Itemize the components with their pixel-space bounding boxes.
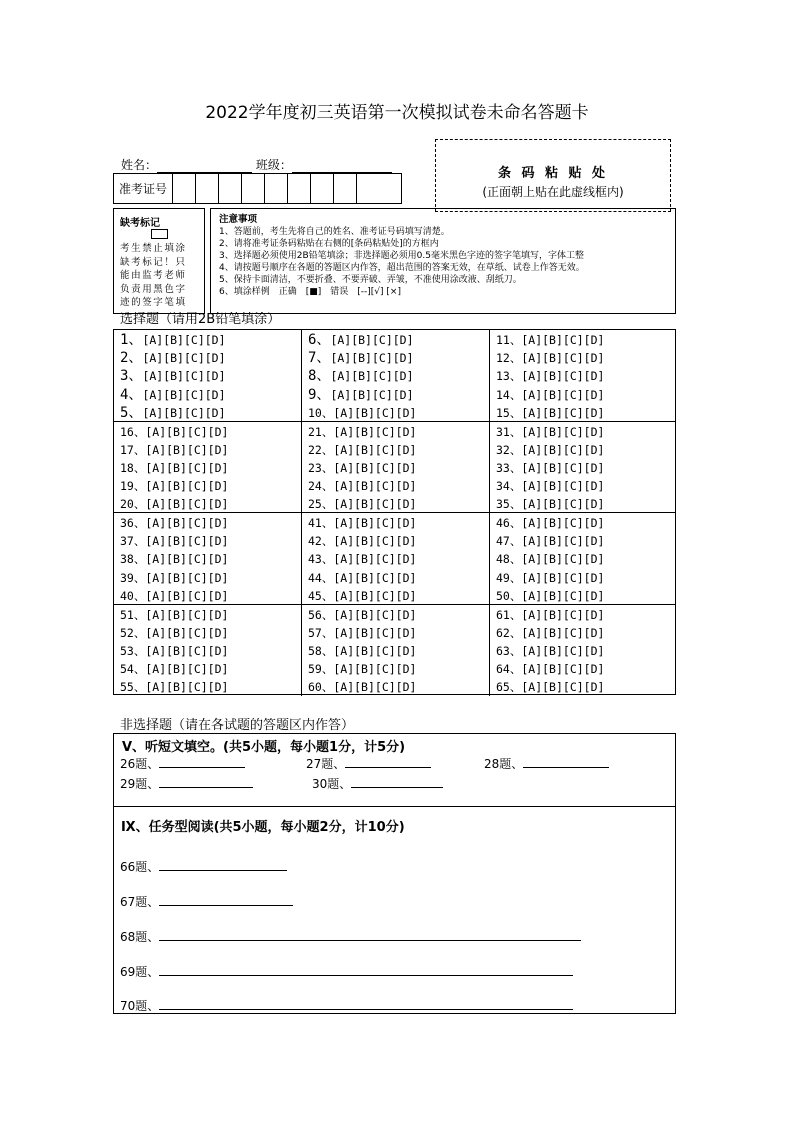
exam-id-cell[interactable] (265, 174, 288, 203)
answer-options[interactable]: [A][B][C][D] (142, 333, 226, 347)
mcq-question (496, 331, 677, 349)
class-field[interactable] (292, 159, 392, 173)
question-number: 55、 (120, 680, 146, 695)
mcq-column (490, 422, 677, 513)
question-number: 53、 (120, 643, 146, 658)
answer-options[interactable]: [A][B][C][D] (521, 369, 605, 384)
question-number: 48、 (496, 552, 522, 567)
answer-options[interactable]: [A][B][C][D] (142, 351, 226, 366)
mcq-column (490, 513, 677, 604)
mcq-question (120, 569, 301, 587)
question-number: 5、 (120, 404, 143, 421)
q28-row (484, 755, 609, 772)
answer-options[interactable]: [A][B][C][D] (145, 552, 229, 567)
mcq-column (114, 330, 302, 421)
q67-label: 67题、 (120, 895, 160, 909)
exam-id-cell[interactable] (311, 174, 334, 203)
q30-answer-line[interactable] (351, 777, 443, 788)
mcq-column (490, 605, 677, 697)
answer-options[interactable]: [A][B][C][D] (142, 405, 226, 420)
barcode-title: 条 码 粘 贴 处 (497, 166, 609, 181)
q29-label: 29题、 (120, 777, 160, 791)
mcq-question (120, 624, 301, 642)
exam-id-cell[interactable] (288, 174, 311, 203)
question-number: 32、 (496, 442, 522, 457)
mcq-question (120, 477, 301, 495)
answer-options[interactable]: [A][B][C][D] (333, 662, 417, 677)
mcq-question (308, 678, 489, 696)
question-number: 7、 (308, 350, 331, 367)
answer-options[interactable]: [A][B][C][D] (333, 516, 417, 530)
answer-options[interactable]: [A][B][C][D] (333, 607, 417, 622)
answer-options[interactable]: [A][B][C][D] (333, 552, 417, 567)
answer-options[interactable]: [A][B][C][D] (145, 516, 229, 530)
mcq-question (120, 386, 301, 404)
mcq-column (302, 513, 490, 604)
exam-id-cell[interactable] (242, 174, 265, 203)
mcq-question (496, 367, 677, 385)
note-item: 5、保持卡面清洁，不要折叠、不要弄破、弄皱，不准使用涂改液、刮纸刀。 (219, 275, 522, 285)
answer-options[interactable]: [A][B][C][D] (330, 369, 414, 384)
mcq-question (308, 514, 489, 532)
mcq-column (490, 330, 677, 421)
answer-options[interactable]: [A][B][C][D] (145, 625, 229, 640)
mcq-block (114, 330, 675, 422)
exam-id-cell[interactable] (219, 174, 242, 203)
mcq-question (308, 642, 489, 660)
answer-options[interactable]: [A][B][C][D] (333, 588, 417, 603)
question-number: 58、 (308, 643, 334, 658)
answer-options[interactable]: [A][B][C][D] (521, 333, 605, 347)
mcq-question (496, 459, 677, 477)
answer-options[interactable]: [A][B][C][D] (145, 534, 229, 549)
q26-answer-line[interactable] (159, 757, 245, 768)
answer-options[interactable]: [A][B][C][D] (142, 369, 226, 384)
q27-row (306, 755, 431, 772)
mcq-column (302, 422, 490, 513)
exam-id-grid (113, 173, 402, 204)
mcq-question (308, 495, 489, 513)
note-item: 6、填涂样例 正确 [■] 错误 [--][√] [×] (219, 287, 401, 297)
question-number: 46、 (496, 516, 522, 530)
mcq-question (120, 660, 301, 678)
question-number: 10、 (308, 405, 334, 420)
q29-row (120, 775, 253, 792)
q67-row (120, 893, 293, 910)
mcq-column (302, 330, 490, 421)
answer-options[interactable]: [A][B][C][D] (521, 625, 605, 640)
question-number: 43、 (308, 552, 334, 567)
question-number: 24、 (308, 479, 334, 494)
question-number: 39、 (120, 570, 146, 585)
answer-options[interactable]: [A][B][C][D] (521, 424, 605, 439)
answer-options[interactable]: [A][B][C][D] (142, 387, 226, 402)
answer-options[interactable]: [A][B][C][D] (521, 460, 605, 475)
question-number: 22、 (308, 442, 334, 457)
mcq-question (308, 569, 489, 587)
mcq-question (120, 459, 301, 477)
question-number: 19、 (120, 479, 146, 494)
mcq-question (496, 514, 677, 532)
q66-row (120, 858, 287, 875)
mcq-question (496, 642, 677, 660)
mcq-question (308, 404, 489, 422)
mcq-question (308, 441, 489, 459)
question-number: 56、 (308, 607, 334, 622)
question-number: 17、 (120, 442, 146, 457)
mcq-question (496, 532, 677, 550)
question-number: 6、 (308, 332, 331, 348)
question-number: 12、 (496, 351, 522, 366)
mcq-question (120, 587, 301, 605)
mcq-question (308, 331, 489, 349)
answer-options[interactable]: [A][B][C][D] (333, 460, 417, 475)
absent-mark-box (113, 208, 205, 314)
answer-options[interactable]: [A][B][C][D] (145, 570, 229, 585)
mcq-question (308, 477, 489, 495)
nonchoice-header: 非选择题（请在各试题的答题区内作答） (120, 718, 355, 733)
mcq-question (308, 660, 489, 678)
q30-label: 30题、 (312, 777, 352, 791)
answer-options[interactable]: [A][B][C][D] (521, 387, 605, 402)
mcq-question (496, 660, 677, 678)
answer-options[interactable]: [A][B][C][D] (521, 680, 605, 695)
question-number: 54、 (120, 662, 146, 677)
question-number: 25、 (308, 497, 334, 512)
answer-options[interactable]: [A][B][C][D] (521, 552, 605, 567)
question-number: 33、 (496, 460, 522, 475)
q70-label: 70题、 (120, 999, 160, 1013)
question-number: 9、 (308, 386, 331, 403)
note-item: 4、请按题号顺序在各题的答题区内作答，超出范围的答案无效，在草纸、试卷上作答无效。 (219, 263, 585, 273)
q66-answer-line[interactable] (159, 860, 287, 871)
mcq-question (308, 587, 489, 605)
answer-options[interactable]: [A][B][C][D] (145, 424, 229, 439)
answer-options[interactable]: [A][B][C][D] (521, 607, 605, 622)
exam-id-cell[interactable] (357, 174, 380, 203)
q68-answer-line[interactable] (159, 930, 581, 941)
barcode-area (435, 139, 671, 212)
mcq-question (496, 386, 677, 404)
mcq-question (308, 606, 489, 624)
notes-title: 注意事项 (219, 214, 258, 225)
absent-checkbox[interactable] (151, 229, 168, 239)
answer-options[interactable]: [A][B][C][D] (145, 662, 229, 677)
question-number: 36、 (120, 516, 146, 530)
mcq-question (496, 550, 677, 568)
question-number: 64、 (496, 662, 522, 677)
q68-row (120, 928, 581, 945)
mcq-question (496, 587, 677, 605)
answer-options[interactable]: [A][B][C][D] (521, 534, 605, 549)
mcq-block (114, 513, 675, 605)
q68-label: 68题、 (120, 930, 160, 944)
answer-options[interactable]: [A][B][C][D] (521, 643, 605, 658)
question-number: 65、 (496, 680, 522, 695)
question-number: 14、 (496, 387, 522, 402)
question-number: 62、 (496, 625, 522, 640)
mcq-question (120, 495, 301, 513)
section-5-title: V、听短文填空。(共5小题，每小题1分，计5分) (122, 740, 406, 755)
question-number: 42、 (308, 534, 334, 549)
answer-options[interactable]: [A][B][C][D] (521, 588, 605, 603)
mcq-question (308, 532, 489, 550)
mcq-question (308, 386, 489, 404)
mcq-question (308, 624, 489, 642)
answer-options[interactable]: [A][B][C][D] (333, 625, 417, 640)
question-number: 20、 (120, 497, 146, 512)
answer-options[interactable]: [A][B][C][D] (145, 680, 229, 695)
mcq-question (120, 331, 301, 349)
answer-options[interactable]: [A][B][C][D] (521, 497, 605, 512)
notes-box (210, 208, 676, 314)
question-number: 38、 (120, 552, 146, 567)
mcq-question (496, 678, 677, 696)
answer-options[interactable]: [A][B][C][D] (521, 442, 605, 457)
question-number: 35、 (496, 497, 522, 512)
mcq-question (120, 606, 301, 624)
section-9-box (113, 806, 676, 1014)
question-number: 18、 (120, 460, 146, 475)
answer-options[interactable]: [A][B][C][D] (521, 516, 605, 530)
absent-text: 考生禁止填涂 缺考标记！只 能由监考老师 负责用黑色字 迹的签字笔填 (120, 243, 187, 308)
mcq-question (496, 441, 677, 459)
q66-label: 66题、 (120, 860, 160, 874)
question-number: 31、 (496, 424, 522, 439)
answer-options[interactable]: [A][B][C][D] (333, 424, 417, 439)
section-5-box (113, 733, 676, 807)
question-number: 8、 (308, 368, 331, 385)
question-number: 2、 (120, 350, 143, 367)
mcq-block (114, 605, 675, 697)
question-number: 45、 (308, 588, 334, 603)
question-number: 37、 (120, 534, 146, 549)
mcq-question (496, 404, 677, 422)
answer-options[interactable]: [A][B][C][D] (145, 607, 229, 622)
answer-options[interactable]: [A][B][C][D] (145, 588, 229, 603)
note-item: 2、请将准考证条码粘贴在右侧的[条码粘贴处]的方框内 (219, 239, 439, 249)
answer-options[interactable]: [A][B][C][D] (145, 497, 229, 512)
question-number: 4、 (120, 386, 143, 403)
q27-label: 27题、 (306, 757, 346, 771)
mcq-question (120, 441, 301, 459)
answer-options[interactable]: [A][B][C][D] (521, 351, 605, 366)
exam-id-cell[interactable] (196, 174, 219, 203)
q28-answer-line[interactable] (523, 757, 609, 768)
question-number: 41、 (308, 516, 334, 530)
q69-row (120, 963, 573, 980)
mcq-question (496, 349, 677, 367)
mcq-question (496, 477, 677, 495)
note-item: 1、答题前，考生先将自己的姓名、准考证号码填写清楚。 (219, 227, 450, 237)
q27-answer-line[interactable] (345, 757, 431, 768)
mcq-block (114, 422, 675, 514)
absent-title: 缺考标记 (120, 218, 160, 229)
question-number: 13、 (496, 369, 522, 384)
mcq-question (496, 495, 677, 513)
mcq-question (496, 569, 677, 587)
section-9-title: Ⅸ、任务型阅读(共5小题，每小题2分，计10分) (121, 820, 405, 835)
q69-answer-line[interactable] (159, 965, 573, 976)
answer-options[interactable]: [A][B][C][D] (333, 442, 417, 457)
question-number: 60、 (308, 680, 334, 695)
q67-answer-line[interactable] (159, 895, 293, 906)
question-number: 61、 (496, 607, 522, 622)
question-number: 1、 (120, 332, 143, 348)
answer-options[interactable]: [A][B][C][D] (333, 570, 417, 585)
mcq-question (120, 642, 301, 660)
question-number: 11、 (496, 333, 522, 347)
question-number: 3、 (120, 368, 143, 385)
q70-answer-line[interactable] (159, 999, 573, 1010)
question-number: 44、 (308, 570, 334, 585)
note-item: 3、选择题必须使用2B铅笔填涂；非选择题必须用0.5毫米黑色字迹的签字笔填写，字体工整 (219, 251, 584, 261)
mcq-question (308, 550, 489, 568)
q30-row (312, 775, 443, 792)
question-number: 63、 (496, 643, 522, 658)
mcq-column (114, 605, 302, 697)
q29-answer-line[interactable] (159, 777, 253, 788)
answer-options[interactable]: [A][B][C][D] (330, 351, 414, 366)
exam-id-label: 准考证号 (114, 174, 173, 203)
question-number: 47、 (496, 534, 522, 549)
question-number: 59、 (308, 662, 334, 677)
question-number: 16、 (120, 424, 146, 439)
q28-label: 28题、 (484, 757, 524, 771)
mcq-column (114, 422, 302, 513)
question-number: 34、 (496, 479, 522, 494)
question-number: 21、 (308, 424, 334, 439)
answer-options[interactable]: [A][B][C][D] (521, 479, 605, 494)
question-number: 15、 (496, 405, 522, 420)
page-title: 2022学年度初三英语第一次模拟试卷未命名答题卡 (205, 103, 589, 123)
question-number: 23、 (308, 460, 334, 475)
answer-options[interactable]: [A][B][C][D] (145, 643, 229, 658)
mcq-column (114, 513, 302, 604)
question-number: 49、 (496, 570, 522, 585)
exam-id-cell[interactable] (334, 174, 357, 203)
name-row (121, 156, 392, 173)
question-number: 57、 (308, 625, 334, 640)
answer-options[interactable]: [A][B][C][D] (521, 570, 605, 585)
answer-options[interactable]: [A][B][C][D] (521, 662, 605, 677)
mcq-question (120, 550, 301, 568)
answer-options[interactable]: [A][B][C][D] (145, 442, 229, 457)
name-field[interactable] (157, 159, 252, 173)
mcq-question (120, 349, 301, 367)
name-label: 姓名： (121, 158, 158, 172)
question-number: 51、 (120, 607, 146, 622)
q26-row (120, 755, 245, 772)
mcq-question (496, 624, 677, 642)
mcq-question (120, 423, 301, 441)
mcq-question (308, 349, 489, 367)
answer-options[interactable]: [A][B][C][D] (145, 479, 229, 494)
mcq-question (120, 514, 301, 532)
mcq-question (308, 423, 489, 441)
answer-options[interactable]: [A][B][C][D] (333, 479, 417, 494)
answer-options[interactable]: [A][B][C][D] (521, 405, 605, 420)
mcq-question (308, 367, 489, 385)
barcode-subtitle: (正面朝上贴在此虚线框内) (482, 185, 624, 199)
mcq-question (120, 404, 301, 422)
mcq-question (308, 459, 489, 477)
question-number: 52、 (120, 625, 146, 640)
exam-id-cell[interactable] (173, 174, 196, 203)
mcq-table (113, 329, 676, 695)
mcq-question (120, 678, 301, 696)
answer-options[interactable]: [A][B][C][D] (333, 680, 417, 695)
q69-label: 69题、 (120, 965, 160, 979)
mcq-question (120, 367, 301, 385)
question-number: 40、 (120, 588, 146, 603)
q26-label: 26题、 (120, 757, 160, 771)
class-label: 班级： (255, 158, 292, 172)
q70-row (120, 997, 573, 1014)
mcq-question (496, 423, 677, 441)
mcq-question (496, 606, 677, 624)
mcq-column (302, 605, 490, 697)
mcq-header: 选择题（请用2B铅笔填涂） (120, 312, 281, 327)
answer-options[interactable]: [A][B][C][D] (145, 460, 229, 475)
answer-options[interactable]: [A][B][C][D] (330, 387, 414, 402)
mcq-question (120, 532, 301, 550)
answer-options[interactable]: [A][B][C][D] (333, 497, 417, 512)
answer-options[interactable]: [A][B][C][D] (333, 405, 417, 420)
question-number: 50、 (496, 588, 522, 603)
answer-options[interactable]: [A][B][C][D] (333, 534, 417, 549)
answer-options[interactable]: [A][B][C][D] (330, 333, 414, 347)
answer-options[interactable]: [A][B][C][D] (333, 643, 417, 658)
